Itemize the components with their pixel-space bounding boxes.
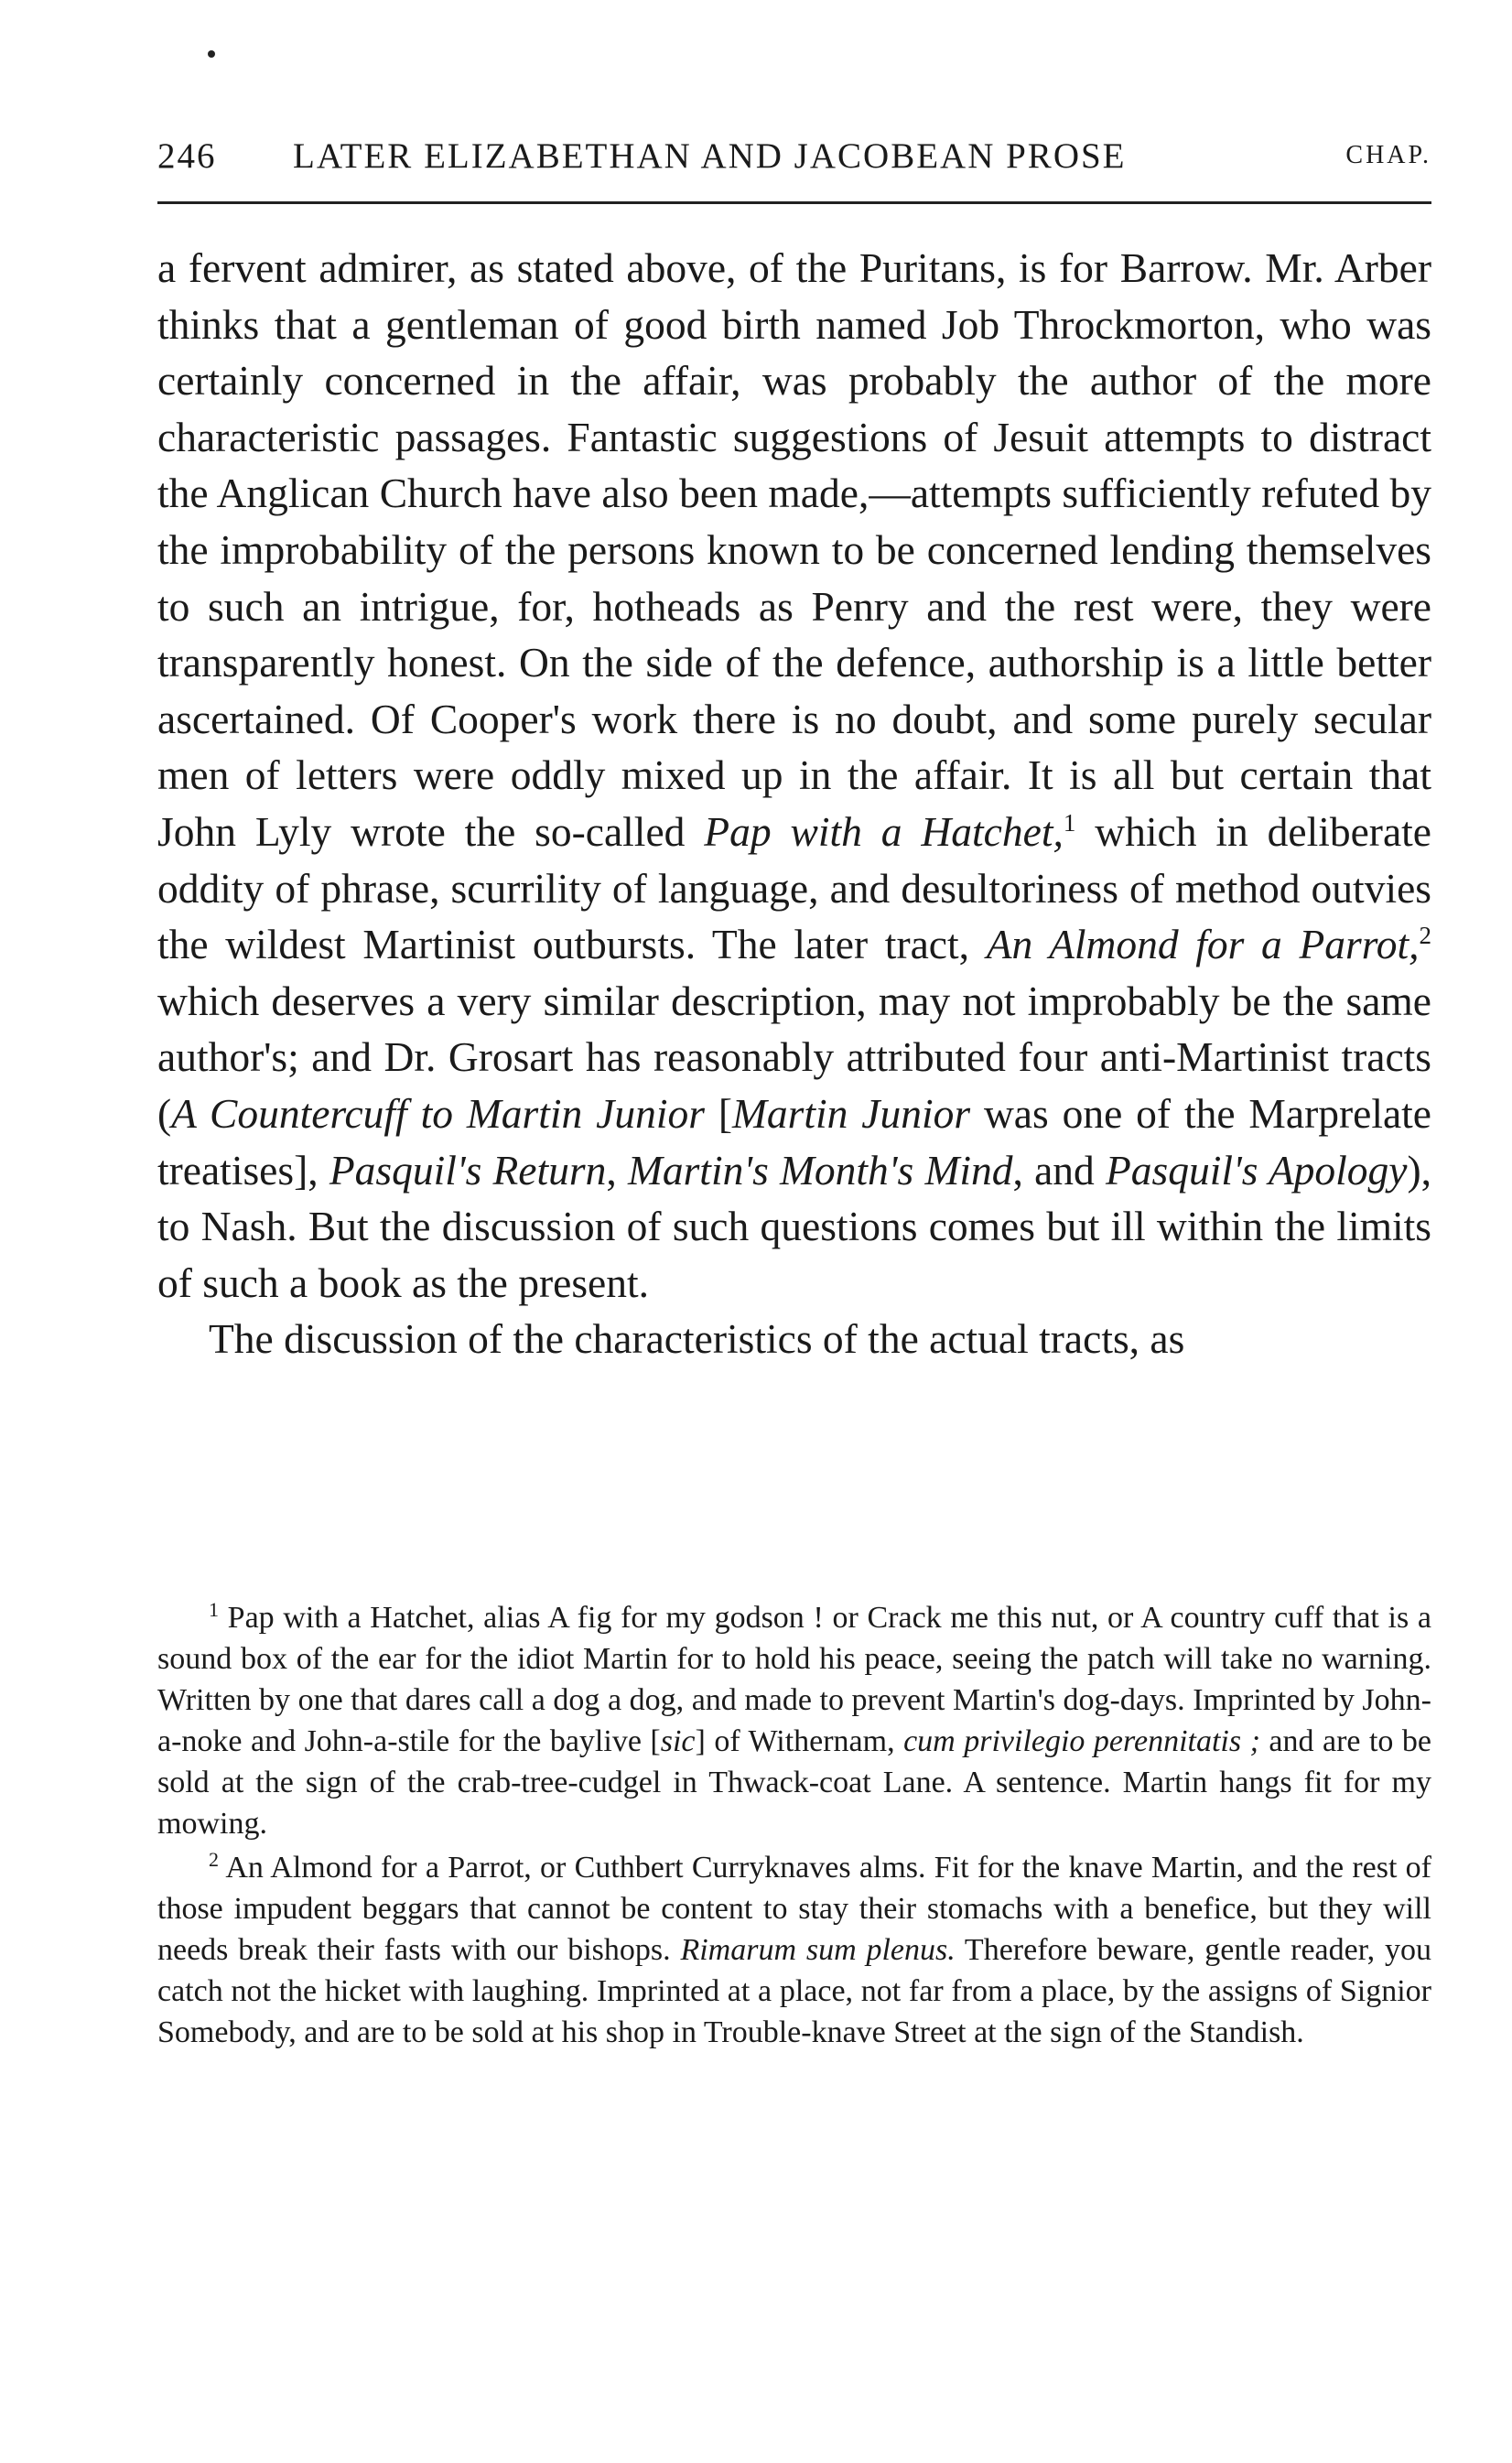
- italic-run: sic: [660, 1724, 696, 1758]
- main-text: [157, 240, 1431, 1367]
- footnote-ref-1: 1: [1063, 808, 1076, 837]
- text-run: An Almond for a Parrot, or Cuthbert Curryknaves alms. Fit for the knave Martin, and the rest of those impudent beggars that cannot be content to stay their stomachs with a benefice, but they will needs break their fasts with our bishops.: [157, 1851, 1431, 1967]
- footnote-2: [157, 1847, 1431, 2053]
- running-head: [157, 135, 1431, 190]
- text-run: ,: [606, 1146, 628, 1194]
- footnotes: [157, 1597, 1431, 2056]
- text-run: Pap with a Hatchet, alias A fig for my godson ! or Crack me this nut, or A country cuff that is a sound box of the ear for the idiot Martin for to hold his peace, seeing the patch will take no warning. Written by one that dares call a dog a dog, and made to prevent Martin's dog-days. Imprinted by John-a-noke and John-a-stile for the baylive [: [157, 1601, 1431, 1758]
- title-almond-for-a-parrot: An Almond for a Parrot,: [986, 921, 1420, 968]
- footnote-mark: 1: [209, 1598, 219, 1621]
- title-pasquils-apology: Pasquil's Apology: [1105, 1146, 1408, 1194]
- italic-run: Rimarum sum plenus.: [680, 1933, 956, 1967]
- text-run: was one of the Marprelate treatises],: [157, 1089, 1432, 1194]
- text-run: ] of Withernam,: [695, 1724, 904, 1758]
- ink-speck: [208, 50, 215, 58]
- chapter-marker: CHAP.: [1345, 141, 1431, 169]
- footnote-1: [157, 1597, 1431, 1844]
- title-pasquils-return: Pasquil's Return: [329, 1146, 607, 1194]
- text-run: and are to be sold at the sign of the crab-tree-cudgel in Thwack-coat Lane. A sentence. Martin hangs fit for my mowing.: [157, 1724, 1431, 1841]
- footnote-ref-2: 2: [1419, 922, 1431, 950]
- text-run: which in deliberate oddity of phrase, scurrility of language, and desultoriness of method outvies the wildest Martinist outbursts. The later tract,: [157, 807, 1431, 968]
- footnote-mark: 2: [209, 1848, 219, 1871]
- title-pap-with-a-hatchet: Pap with a Hatchet,: [704, 807, 1064, 855]
- paragraph: The discussion of the characteristics of the actual tracts, as: [209, 1315, 1185, 1363]
- title-martin-junior: Martin Junior: [731, 1089, 971, 1137]
- paragraph: [157, 240, 1431, 1311]
- page-number: 246: [157, 136, 217, 176]
- text-run: [: [704, 1089, 732, 1137]
- text-run: which deserves a very similar description, may not improbably be the same author's; and Dr. Grosart has reasonably attributed four anti-Martinist tracts (: [157, 977, 1431, 1137]
- title-countercuff: A Countercuff to Martin Junior: [171, 1089, 705, 1137]
- text-run: ), to Nash. But the discussion of such questions comes but ill within the limits of such a book as the present.: [157, 1146, 1432, 1306]
- title-martins-months-mind: Martin's Month's Mind: [627, 1146, 1013, 1194]
- text-run: , and: [1012, 1146, 1106, 1194]
- italic-run: cum privilegio perennitatis ;: [903, 1724, 1260, 1758]
- text-run: a fervent admirer, as stated above, of the Puritans, is for Barrow. Mr. Arber thinks that a gentleman of good birth named Job Throckmorton, who was certainly concerned in the affair, was probably the author of the more characteristic passages. Fantastic suggestions of Jesuit attempts to distract the Anglican Church have also been made,—attempts sufficiently refuted by the improbability of the persons known to be concerned lending themselves to such an intrigue, for, hotheads as Penry and the rest were, they were transparently honest. On the side of the defence, authorship is a little better ascertained. Of Cooper's work there is no doubt, and some purely secular men of letters were oddly mixed up in the affair. It is all but certain that John Lyly wrote the so-called: [157, 244, 1431, 855]
- text-run: Therefore beware, gentle reader, you catch not the hicket with laughing. Imprinted at a place, not far from a place, by the assigns of Signior Somebody, and are to be sold at his shop in Trouble-knave Street at the sign of the Standish.: [157, 1933, 1431, 2049]
- running-title: LATER ELIZABETHAN AND JACOBEAN PROSE: [293, 136, 1127, 176]
- header-rule: [157, 201, 1431, 204]
